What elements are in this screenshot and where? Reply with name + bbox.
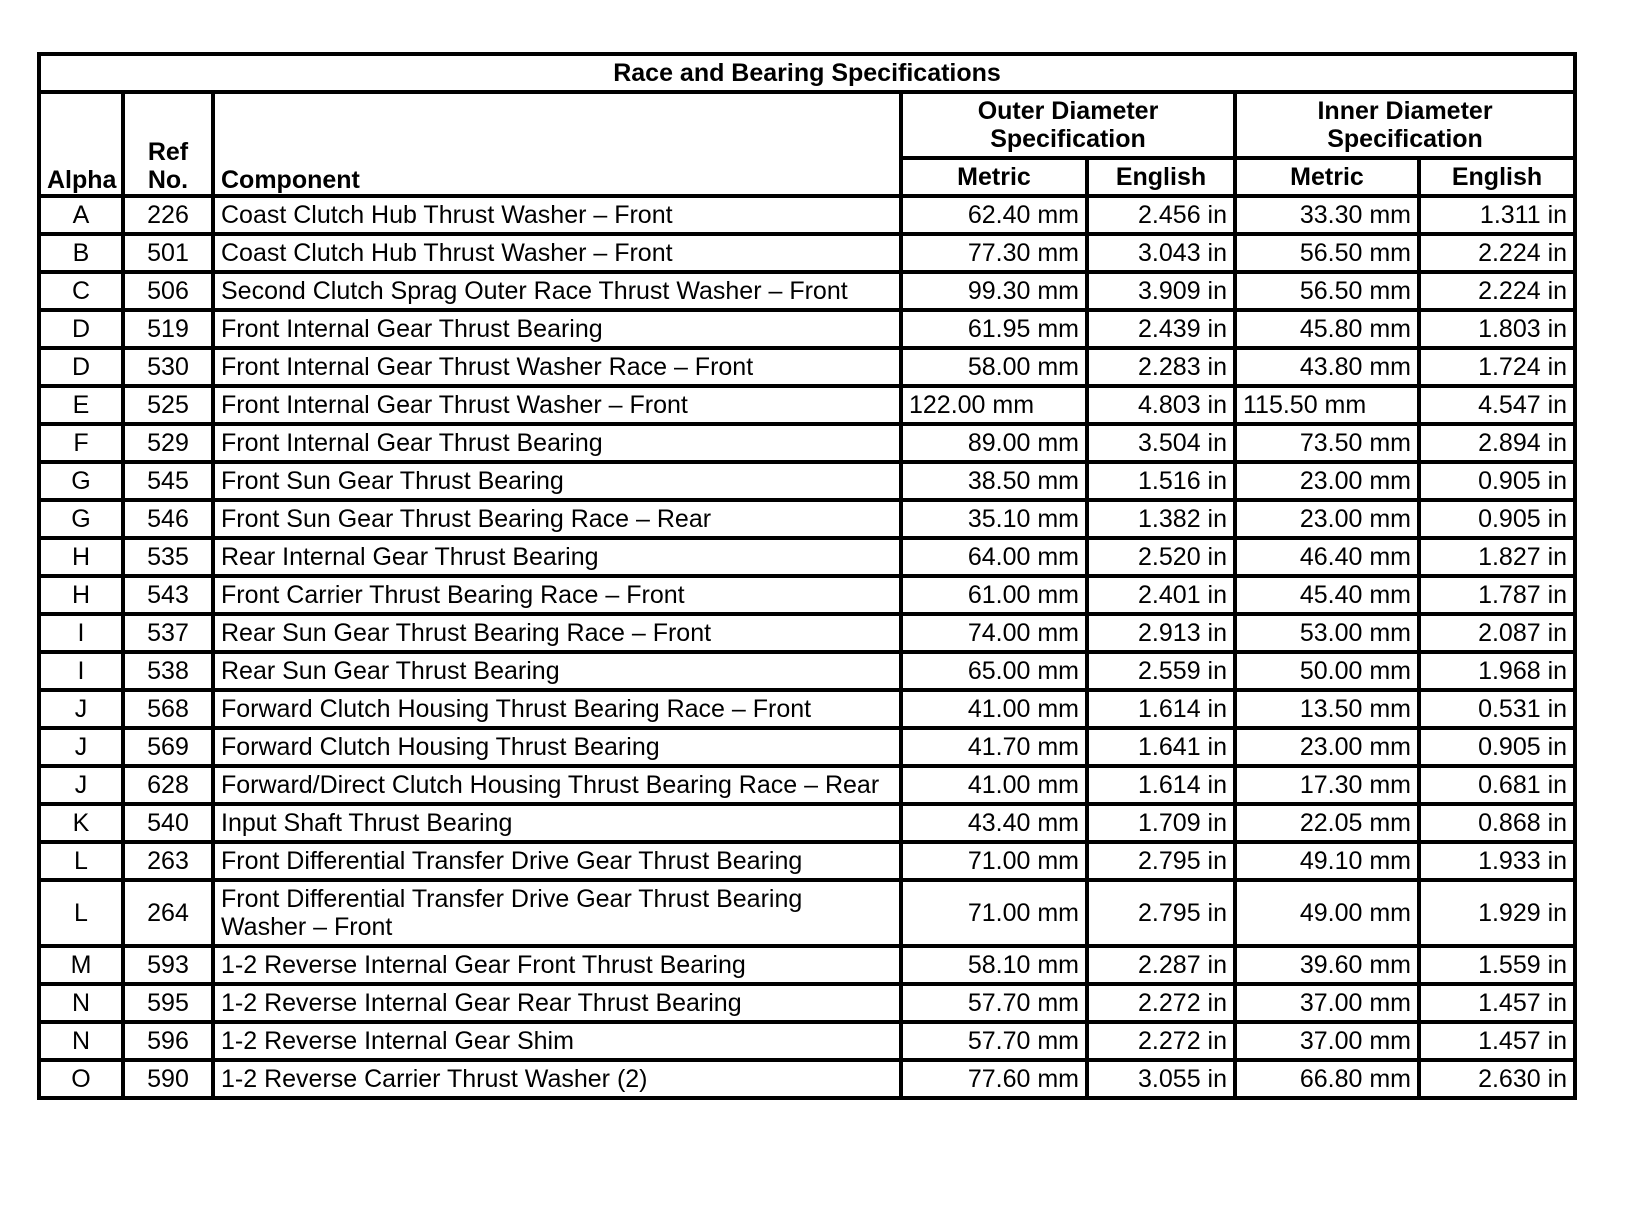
cell-ref-no: 628	[123, 766, 213, 804]
cell-id-english: 1.827 in	[1419, 538, 1575, 576]
cell-alpha: M	[39, 946, 123, 984]
cell-od-metric: 71.00 mm	[901, 842, 1087, 880]
cell-id-metric: 53.00 mm	[1235, 614, 1419, 652]
cell-od-metric: 58.10 mm	[901, 946, 1087, 984]
cell-od-english: 2.272 in	[1087, 1022, 1235, 1060]
cell-id-english: 1.457 in	[1419, 1022, 1575, 1060]
cell-id-english: 1.968 in	[1419, 652, 1575, 690]
cell-od-english: 2.559 in	[1087, 652, 1235, 690]
cell-alpha: A	[39, 196, 123, 234]
cell-id-metric: 37.00 mm	[1235, 984, 1419, 1022]
cell-od-english: 2.287 in	[1087, 946, 1235, 984]
cell-id-english: 1.787 in	[1419, 576, 1575, 614]
cell-id-metric: 46.40 mm	[1235, 538, 1419, 576]
race-bearing-spec-table	[37, 52, 1577, 1100]
cell-ref-no: 535	[123, 538, 213, 576]
table-row	[39, 462, 1575, 500]
cell-alpha: J	[39, 728, 123, 766]
table-row	[39, 984, 1575, 1022]
cell-od-english: 2.272 in	[1087, 984, 1235, 1022]
cell-component: Rear Sun Gear Thrust Bearing Race – Front	[213, 614, 901, 652]
cell-id-english: 1.724 in	[1419, 348, 1575, 386]
cell-alpha: L	[39, 880, 123, 946]
cell-ref-no: 569	[123, 728, 213, 766]
cell-id-english: 2.224 in	[1419, 234, 1575, 272]
cell-id-english: 1.803 in	[1419, 310, 1575, 348]
cell-od-english: 2.520 in	[1087, 538, 1235, 576]
cell-ref-no: 519	[123, 310, 213, 348]
cell-alpha: H	[39, 538, 123, 576]
cell-component: 1-2 Reverse Internal Gear Rear Thrust Bearing	[213, 984, 901, 1022]
cell-od-metric: 57.70 mm	[901, 1022, 1087, 1060]
cell-ref-no: 568	[123, 690, 213, 728]
header-ref-no: Ref No.	[123, 92, 213, 196]
cell-od-english: 1.614 in	[1087, 766, 1235, 804]
cell-od-metric: 65.00 mm	[901, 652, 1087, 690]
header-id-metric: Metric	[1235, 158, 1419, 196]
cell-alpha: I	[39, 652, 123, 690]
cell-component: Coast Clutch Hub Thrust Washer – Front	[213, 234, 901, 272]
cell-alpha: J	[39, 766, 123, 804]
table-row	[39, 386, 1575, 424]
cell-od-metric: 74.00 mm	[901, 614, 1087, 652]
table-row	[39, 272, 1575, 310]
cell-id-english: 1.457 in	[1419, 984, 1575, 1022]
cell-id-metric: 33.30 mm	[1235, 196, 1419, 234]
cell-component: Second Clutch Sprag Outer Race Thrust Washer – Front	[213, 272, 901, 310]
cell-od-metric: 43.40 mm	[901, 804, 1087, 842]
cell-ref-no: 595	[123, 984, 213, 1022]
header-component: Component	[213, 92, 901, 196]
cell-od-metric: 77.30 mm	[901, 234, 1087, 272]
cell-od-english: 2.795 in	[1087, 880, 1235, 946]
cell-alpha: E	[39, 386, 123, 424]
cell-ref-no: 530	[123, 348, 213, 386]
cell-od-metric: 58.00 mm	[901, 348, 1087, 386]
table-row	[39, 804, 1575, 842]
cell-od-english: 2.439 in	[1087, 310, 1235, 348]
cell-alpha: C	[39, 272, 123, 310]
cell-od-english: 2.401 in	[1087, 576, 1235, 614]
cell-id-english: 0.531 in	[1419, 690, 1575, 728]
cell-od-metric: 89.00 mm	[901, 424, 1087, 462]
cell-alpha: H	[39, 576, 123, 614]
cell-od-english: 1.516 in	[1087, 462, 1235, 500]
table-row	[39, 310, 1575, 348]
table-row	[39, 196, 1575, 234]
cell-ref-no: 545	[123, 462, 213, 500]
cell-od-metric: 61.95 mm	[901, 310, 1087, 348]
cell-component: Forward/Direct Clutch Housing Thrust Bearing Race – Rear	[213, 766, 901, 804]
cell-component: Coast Clutch Hub Thrust Washer – Front	[213, 196, 901, 234]
table-row	[39, 728, 1575, 766]
cell-od-english: 4.803 in	[1087, 386, 1235, 424]
cell-component: Front Sun Gear Thrust Bearing	[213, 462, 901, 500]
cell-ref-no: 529	[123, 424, 213, 462]
cell-component: Front Internal Gear Thrust Bearing	[213, 424, 901, 462]
header-outer-diameter: Outer Diameter Specification	[901, 92, 1235, 158]
cell-od-metric: 57.70 mm	[901, 984, 1087, 1022]
cell-component: Forward Clutch Housing Thrust Bearing Race – Front	[213, 690, 901, 728]
cell-component: Forward Clutch Housing Thrust Bearing	[213, 728, 901, 766]
cell-id-english: 1.311 in	[1419, 196, 1575, 234]
table-row	[39, 766, 1575, 804]
cell-id-english: 4.547 in	[1419, 386, 1575, 424]
cell-id-metric: 45.40 mm	[1235, 576, 1419, 614]
cell-alpha: O	[39, 1060, 123, 1098]
cell-id-english: 0.905 in	[1419, 500, 1575, 538]
cell-component: Front Carrier Thrust Bearing Race – Front	[213, 576, 901, 614]
cell-ref-no: 226	[123, 196, 213, 234]
cell-alpha: J	[39, 690, 123, 728]
cell-component: 1-2 Reverse Carrier Thrust Washer (2)	[213, 1060, 901, 1098]
cell-od-metric: 41.70 mm	[901, 728, 1087, 766]
cell-component: Front Differential Transfer Drive Gear Thrust Bearing	[213, 842, 901, 880]
cell-id-english: 1.933 in	[1419, 842, 1575, 880]
cell-od-metric: 64.00 mm	[901, 538, 1087, 576]
table-row	[39, 234, 1575, 272]
cell-ref-no: 596	[123, 1022, 213, 1060]
cell-od-metric: 99.30 mm	[901, 272, 1087, 310]
cell-id-english: 2.630 in	[1419, 1060, 1575, 1098]
cell-component: 1-2 Reverse Internal Gear Front Thrust Bearing	[213, 946, 901, 984]
cell-id-english: 2.087 in	[1419, 614, 1575, 652]
table-row	[39, 500, 1575, 538]
cell-ref-no: 264	[123, 880, 213, 946]
cell-od-metric: 71.00 mm	[901, 880, 1087, 946]
cell-id-english: 0.868 in	[1419, 804, 1575, 842]
cell-ref-no: 538	[123, 652, 213, 690]
table-row	[39, 424, 1575, 462]
cell-component: Front Internal Gear Thrust Bearing	[213, 310, 901, 348]
cell-alpha: D	[39, 310, 123, 348]
cell-od-english: 3.909 in	[1087, 272, 1235, 310]
table-row	[39, 576, 1575, 614]
cell-component: Front Internal Gear Thrust Washer – Front	[213, 386, 901, 424]
cell-alpha: G	[39, 500, 123, 538]
table-row	[39, 946, 1575, 984]
cell-id-metric: 56.50 mm	[1235, 234, 1419, 272]
cell-od-english: 3.055 in	[1087, 1060, 1235, 1098]
cell-component: Front Internal Gear Thrust Washer Race – Front	[213, 348, 901, 386]
cell-id-metric: 17.30 mm	[1235, 766, 1419, 804]
cell-id-metric: 23.00 mm	[1235, 500, 1419, 538]
cell-id-metric: 66.80 mm	[1235, 1060, 1419, 1098]
cell-od-metric: 61.00 mm	[901, 576, 1087, 614]
cell-id-metric: 39.60 mm	[1235, 946, 1419, 984]
cell-alpha: D	[39, 348, 123, 386]
table-row	[39, 652, 1575, 690]
cell-id-metric: 56.50 mm	[1235, 272, 1419, 310]
cell-ref-no: 506	[123, 272, 213, 310]
cell-alpha: I	[39, 614, 123, 652]
cell-id-metric: 45.80 mm	[1235, 310, 1419, 348]
cell-id-metric: 23.00 mm	[1235, 728, 1419, 766]
cell-od-english: 2.913 in	[1087, 614, 1235, 652]
table-row	[39, 614, 1575, 652]
cell-od-english: 1.709 in	[1087, 804, 1235, 842]
cell-od-english: 1.382 in	[1087, 500, 1235, 538]
cell-id-english: 0.681 in	[1419, 766, 1575, 804]
cell-alpha: F	[39, 424, 123, 462]
cell-id-english: 0.905 in	[1419, 462, 1575, 500]
cell-id-metric: 23.00 mm	[1235, 462, 1419, 500]
cell-ref-no: 593	[123, 946, 213, 984]
cell-od-metric: 35.10 mm	[901, 500, 1087, 538]
cell-id-english: 1.559 in	[1419, 946, 1575, 984]
cell-component: Front Differential Transfer Drive Gear Thrust Bearing Washer – Front	[213, 880, 901, 946]
cell-od-english: 3.043 in	[1087, 234, 1235, 272]
cell-id-metric: 22.05 mm	[1235, 804, 1419, 842]
cell-id-english: 1.929 in	[1419, 880, 1575, 946]
cell-od-english: 2.456 in	[1087, 196, 1235, 234]
cell-id-metric: 13.50 mm	[1235, 690, 1419, 728]
cell-component: Rear Internal Gear Thrust Bearing	[213, 538, 901, 576]
cell-od-metric: 41.00 mm	[901, 766, 1087, 804]
header-od-english: English	[1087, 158, 1235, 196]
table-row	[39, 842, 1575, 880]
cell-alpha: N	[39, 1022, 123, 1060]
cell-component: 1-2 Reverse Internal Gear Shim	[213, 1022, 901, 1060]
cell-alpha: N	[39, 984, 123, 1022]
header-id-english: English	[1419, 158, 1575, 196]
cell-od-metric: 122.00 mm	[901, 386, 1087, 424]
cell-id-metric: 43.80 mm	[1235, 348, 1419, 386]
cell-component: Front Sun Gear Thrust Bearing Race – Rear	[213, 500, 901, 538]
cell-component: Rear Sun Gear Thrust Bearing	[213, 652, 901, 690]
cell-id-metric: 49.10 mm	[1235, 842, 1419, 880]
cell-od-metric: 41.00 mm	[901, 690, 1087, 728]
cell-ref-no: 543	[123, 576, 213, 614]
cell-ref-no: 525	[123, 386, 213, 424]
cell-ref-no: 263	[123, 842, 213, 880]
table-row	[39, 1060, 1575, 1098]
cell-alpha: B	[39, 234, 123, 272]
table-row	[39, 1022, 1575, 1060]
cell-od-metric: 62.40 mm	[901, 196, 1087, 234]
table-row	[39, 538, 1575, 576]
cell-ref-no: 590	[123, 1060, 213, 1098]
cell-component: Input Shaft Thrust Bearing	[213, 804, 901, 842]
cell-ref-no: 540	[123, 804, 213, 842]
cell-ref-no: 537	[123, 614, 213, 652]
table-row	[39, 348, 1575, 386]
cell-alpha: G	[39, 462, 123, 500]
cell-od-metric: 77.60 mm	[901, 1060, 1087, 1098]
cell-ref-no: 501	[123, 234, 213, 272]
header-od-metric: Metric	[901, 158, 1087, 196]
header-alpha: Alpha	[39, 92, 123, 196]
table-body	[39, 196, 1575, 1098]
table-row	[39, 880, 1575, 946]
cell-id-english: 2.894 in	[1419, 424, 1575, 462]
cell-alpha: L	[39, 842, 123, 880]
cell-od-english: 2.795 in	[1087, 842, 1235, 880]
cell-od-english: 3.504 in	[1087, 424, 1235, 462]
cell-ref-no: 546	[123, 500, 213, 538]
cell-id-metric: 73.50 mm	[1235, 424, 1419, 462]
cell-id-english: 0.905 in	[1419, 728, 1575, 766]
cell-od-english: 2.283 in	[1087, 348, 1235, 386]
cell-alpha: K	[39, 804, 123, 842]
cell-od-english: 1.614 in	[1087, 690, 1235, 728]
cell-id-metric: 115.50 mm	[1235, 386, 1419, 424]
cell-od-english: 1.641 in	[1087, 728, 1235, 766]
cell-id-english: 2.224 in	[1419, 272, 1575, 310]
cell-id-metric: 37.00 mm	[1235, 1022, 1419, 1060]
table-row	[39, 690, 1575, 728]
header-inner-diameter: Inner Diameter Specification	[1235, 92, 1575, 158]
table-title: Race and Bearing Specifications	[39, 54, 1575, 92]
cell-id-metric: 50.00 mm	[1235, 652, 1419, 690]
cell-id-metric: 49.00 mm	[1235, 880, 1419, 946]
cell-od-metric: 38.50 mm	[901, 462, 1087, 500]
